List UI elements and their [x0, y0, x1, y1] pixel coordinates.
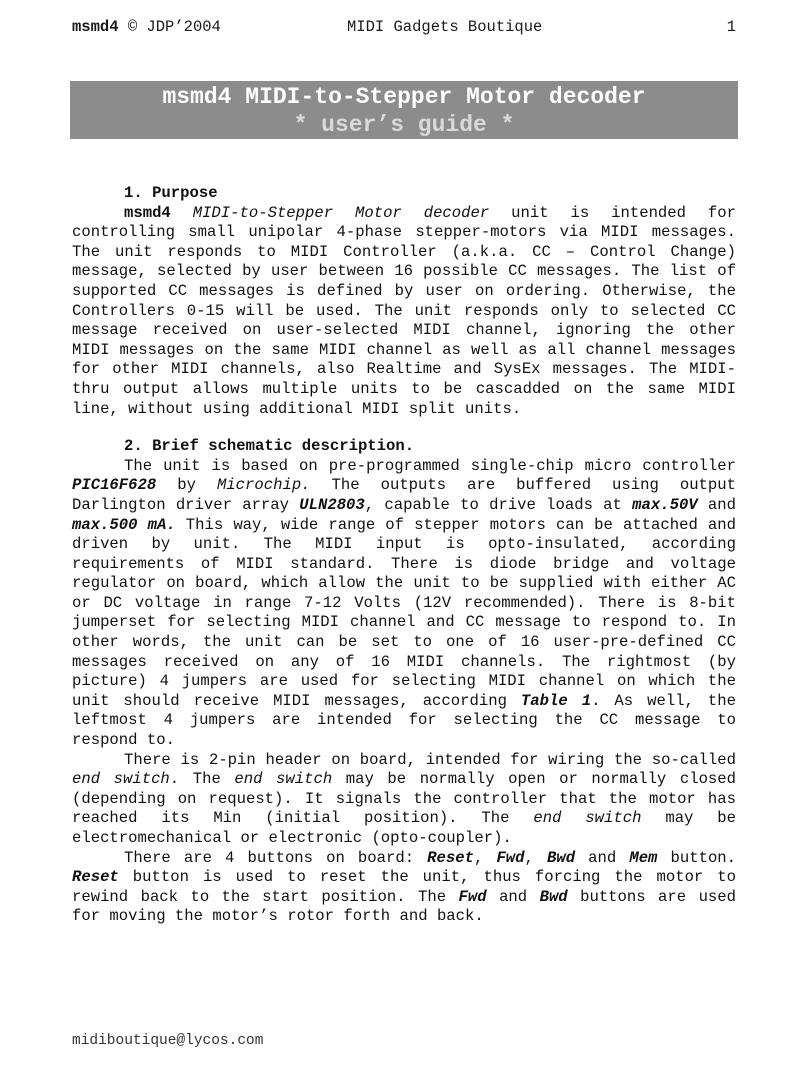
page-header [72, 18, 736, 38]
header-copyright: © JDP’2004 [127, 18, 221, 36]
end-switch-paragraph: There is 2-pin header on board, intended for wiring the so-called end switch. The end switch may be normally open or normally closed (depending on request). It signals the controller that the motor has reached its Min (initial position). The end switch may be electromechanical or electronic (opto-coupler). [72, 750, 737, 847]
header-page-number: 1 [726, 18, 736, 36]
section-heading-schematic: 2. Brief schematic description. [124, 437, 415, 456]
product-name: msmd4 [124, 203, 171, 222]
purpose-paragraph: msmd4 MIDI-to-Stepper Motor decoder unit is intended for controlling small unipolar 4-phase stepper-motors via MIDI messages. The unit responds to MIDI Controller (a.k.a. CC – Control Change) message, selected by user between 16 possible CC messages. The list of supported CC messages is defined by user on ordering. Otherwise, the Controllers 0-15 will be used. The unit responds only to selected CC message received on user-selected MIDI channel, ignoring the other MIDI messages on the same MIDI channel as well as all channel messages for other MIDI channels, also Realtime and SysEx messages. The MIDI-thru output allows multiple units to be cascadded on the same MIDI line, without using additional MIDI split units. [72, 203, 736, 418]
header-company: MIDI Gadgets Boutique [347, 18, 543, 36]
header-product: msmd4 [72, 18, 119, 36]
schematic-paragraph: The unit is based on pre-programmed single-chip micro controller PIC16F628 by Microchip. The outputs are buffered using output Darlington driver array ULN2803, capable to drive loads at max.50V and max.500 mA. This way, wide range of stepper motors can be attached and driven by unit. The MIDI input is opto-insulated, according requirements of MIDI standard. There is diode bridge and voltage regulator on board, which allow the unit to be supplied with either AC or DC voltage in range 7-12 Volts (12V recommended). There is 8-bit jumperset for selecting MIDI channel and CC message to respond to. In other words, the unit can be set to one of 16 user-pre-defined CC messages received on any of 16 MIDI channels. The rightmost (by picture) 4 jumpers are used for selecting MIDI channel on which the unit should receive MIDI messages, according Table 1. As well, the leftmost 4 jumpers are intended for selecting the CC message to respond to. [72, 456, 737, 750]
title-banner [70, 81, 738, 139]
max-current: max.500 mA. [72, 515, 176, 534]
section-heading-purpose: 1. Purpose [124, 184, 218, 202]
document-title: msmd4 MIDI-to-Stepper Motor decoder [162, 84, 646, 110]
product-full-name: MIDI-to-Stepper Motor decoder [192, 203, 490, 222]
document-body [72, 184, 736, 927]
driver-part: ULN2803 [299, 495, 365, 514]
header-left [72, 18, 221, 36]
page-footer [72, 1033, 263, 1049]
mcu-part: PIC16F628 [72, 476, 157, 495]
buttons-paragraph: There are 4 buttons on board: Reset, Fwd, Bwd and Mem button. Reset button is used to reset the unit, thus forcing the motor to rewind back to the start position. The Fwd and Bwd buttons are used for moving the motor’s rotor forth and back. [72, 848, 737, 926]
max-voltage: max.50V [632, 495, 698, 514]
table-reference: Table 1 [520, 691, 592, 710]
document-subtitle: * user’s guide * [293, 112, 515, 138]
contact-email[interactable]: midiboutique@lycos.com [72, 1033, 264, 1049]
manufacturer: Microchip. [216, 476, 311, 495]
